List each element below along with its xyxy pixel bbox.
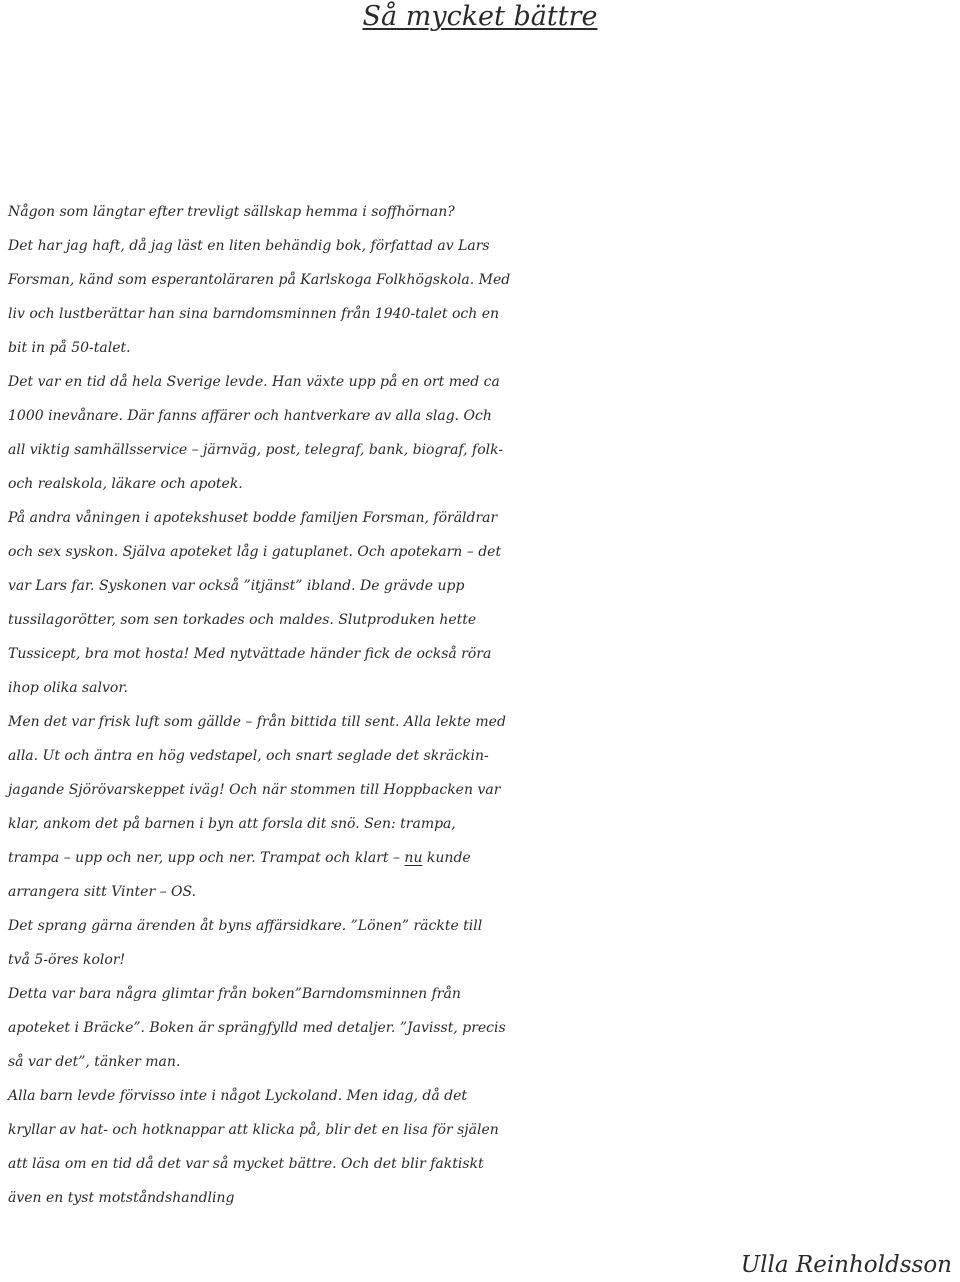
body-line: klar, ankom det på barnen i byn att forsla dit snö. Sen: trampa, bbox=[8, 816, 456, 832]
body-line: Alla barn levde förvisso inte i något Lyckoland. Men idag, då det bbox=[8, 1088, 468, 1104]
body-line: Det var en tid då hela Sverige levde. Han växte upp på en ort med ca bbox=[8, 374, 500, 390]
body-line: Forsman, känd som esperantoläraren på Karlskoga Folkhögskola. Med bbox=[8, 272, 511, 288]
body-line: även en tyst motståndshandling bbox=[8, 1190, 235, 1206]
body-line: Någon som längtar efter trevligt sällskap hemma i soffhörnan? bbox=[8, 204, 455, 220]
body-line: Men det var frisk luft som gällde – från bittida till sent. Alla lekte med bbox=[8, 714, 506, 730]
body-line: och realskola, läkare och apotek. bbox=[8, 476, 243, 492]
body-line: Tussicept, bra mot hosta! Med nytvättade händer fick de också röra bbox=[8, 646, 492, 662]
body-line: Detta var bara några glimtar från boken”Barndomsminnen från bbox=[8, 986, 461, 1002]
body-line: och sex syskon. Själva apoteket låg i gatuplanet. Och apotekarn – det bbox=[8, 544, 502, 560]
body-line: att läsa om en tid då det var så mycket bättre. Och det blir faktiskt bbox=[8, 1156, 484, 1172]
body-line: På andra våningen i apotekshuset bodde familjen Forsman, föräldrar bbox=[8, 510, 498, 526]
body-line: tussilagorötter, som sen torkades och maldes. Slutproduken hette bbox=[8, 612, 477, 628]
body-line: var Lars far. Syskonen var också ”itjänst” ibland. De grävde upp bbox=[8, 578, 465, 594]
line-text: trampa – upp och ner, upp och ner. Trampat och klart – bbox=[8, 850, 400, 866]
underlined-word: nu bbox=[404, 850, 423, 866]
body-line: alla. Ut och äntra en hög vedstapel, och snart seglade det skräckin- bbox=[8, 748, 489, 764]
author-signature: Ulla Reinholdsson bbox=[740, 1252, 952, 1278]
body-line: Det har jag haft, då jag läst en liten behändig bok, författad av Lars bbox=[8, 238, 490, 254]
body-line: två 5-öres kolor! bbox=[8, 952, 126, 968]
line-text: kunde bbox=[426, 850, 471, 866]
body-line: liv och lustberättar han sina barndomsminnen från 1940-talet och en bbox=[8, 306, 499, 322]
body-line-with-emphasis bbox=[8, 841, 958, 875]
body-line: ihop olika salvor. bbox=[8, 680, 128, 696]
article-body bbox=[8, 195, 958, 1215]
body-line: jagande Sjörövarskeppet iväg! Och när stommen till Hoppbacken var bbox=[8, 782, 501, 798]
body-line: 1000 inevånare. Där fanns affärer och hantverkare av alla slag. Och bbox=[8, 408, 492, 424]
body-line: kryllar av hat- och hotknappar att klicka på, blir det en lisa för själen bbox=[8, 1122, 499, 1138]
body-line: bit in på 50-talet. bbox=[8, 340, 131, 356]
page-title: Så mycket bättre bbox=[362, 1, 598, 32]
body-line: Det sprang gärna ärenden åt byns affärsidkare. ”Lönen” räckte till bbox=[8, 918, 483, 934]
body-line: all viktig samhällsservice – järnväg, post, telegraf, bank, biograf, folk- bbox=[8, 442, 504, 458]
body-line: arrangera sitt Vinter – OS. bbox=[8, 884, 197, 900]
body-line: apoteket i Bräcke”. Boken är sprängfylld med detaljer. ”Javisst, precis bbox=[8, 1020, 506, 1036]
body-line: så var det”, tänker man. bbox=[8, 1054, 181, 1070]
